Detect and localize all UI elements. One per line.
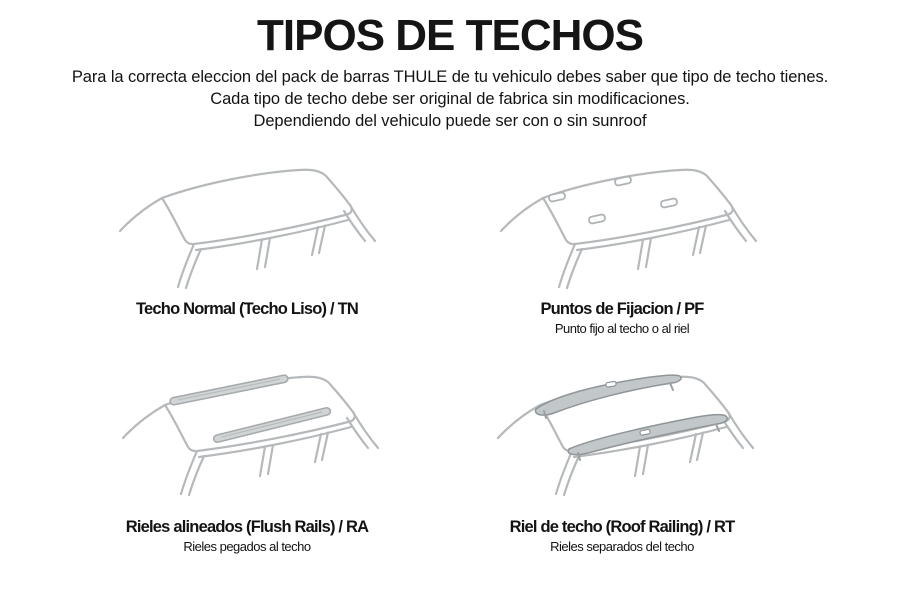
roof-figure-ra [117, 362, 417, 512]
roof-type-label-tn: Techo Normal (Techo Liso) / TN [136, 300, 358, 318]
roof-figure-pf [495, 155, 795, 305]
fixpoint-roof-drawing [495, 155, 795, 305]
roof-type-label-pf: Puntos de Fijacion / PF [540, 300, 704, 318]
raised-rails-roof-drawing [492, 362, 792, 512]
roof-type-sublabel-ra: Rieles pegados al techo [183, 539, 311, 554]
roof-type-sublabel-pf: Punto fijo al techo o al riel [554, 321, 690, 336]
caption-rt [372, 516, 872, 555]
caption-pf [372, 298, 872, 337]
page-title: TIPOS DE TECHOS [257, 11, 643, 60]
fixation-pads [548, 176, 677, 224]
intro-line-2: Cada tipo de techo debe ser original de fabrica sin modificaciones. [210, 90, 690, 109]
roof-figure-tn [114, 155, 414, 305]
plain-roof-drawing [114, 155, 414, 305]
flush-rails-roof-drawing [117, 362, 417, 512]
roof-type-label-rt: Riel de techo (Roof Railing) / RT [509, 518, 735, 536]
roof-type-sublabel-rt: Rieles separados del techo [550, 539, 694, 554]
intro-text [0, 66, 900, 132]
roof-figure-rt [492, 362, 792, 512]
roof-type-label-ra: Rieles alineados (Flush Rails) / RA [125, 518, 369, 536]
intro-line-3: Dependiendo del vehiculo puede ser con o sin sunroof [253, 112, 647, 131]
intro-line-1: Para la correcta eleccion del pack de barras THULE de tu vehiculo debes saber que tipo de techo tienes. [71, 68, 829, 87]
